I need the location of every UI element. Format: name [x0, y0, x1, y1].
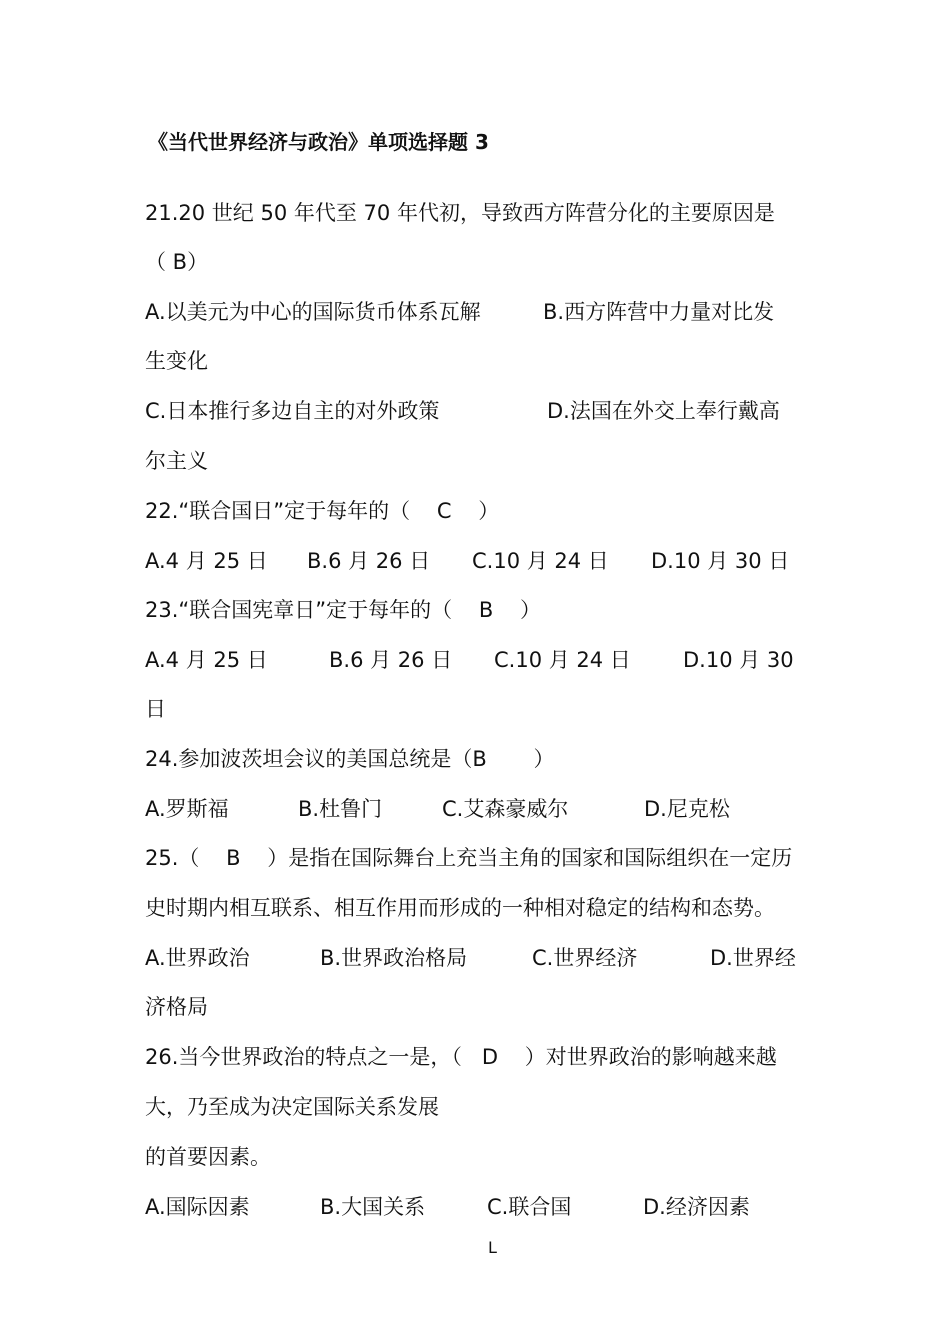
q22-option-b: B.6 月 26 日	[307, 549, 431, 573]
q21-option-b: B.西方阵营中力量对比发	[543, 300, 775, 324]
q26-stem-cont2: 的首要因素。	[145, 1145, 271, 1169]
q25-option-c: C.世界经济	[532, 946, 638, 970]
q23-option-b: B.6 月 26 日	[329, 648, 453, 672]
q21-option-d: D.法国在外交上奉行戴高	[547, 399, 780, 423]
q23-option-d-cont: 日	[145, 697, 166, 721]
q25-stem: 25.（ B ）是指在国际舞台上充当主角的国家和国际组织在一定历	[145, 846, 793, 870]
q26-option-d: D.经济因素	[643, 1195, 750, 1219]
q22-stem: 22.“联合国日”定于每年的（ C ）	[145, 499, 500, 523]
q21-option-b-cont: 生变化	[145, 349, 208, 373]
q25-option-b: B.世界政治格局	[320, 946, 468, 970]
q24-option-a: A.罗斯福	[145, 797, 229, 821]
q24-option-c: C.艾森豪威尔	[442, 797, 569, 821]
q21-answer: （ B）	[145, 250, 209, 274]
page-mark: L	[488, 1238, 497, 1257]
q26-option-a: A.国际因素	[145, 1195, 250, 1219]
document-title: 《当代世界经济与政治》单项选择题 3	[148, 130, 489, 154]
q25-option-a: A.世界政治	[145, 946, 250, 970]
q23-option-a: A.4 月 25 日	[145, 648, 268, 672]
q25-option-d: D.世界经	[710, 946, 796, 970]
q24-option-b: B.杜鲁门	[298, 797, 383, 821]
q23-option-d: D.10 月 30	[683, 648, 794, 672]
q22-option-a: A.4 月 25 日	[145, 549, 268, 573]
q21-option-a: A.以美元为中心的国际货币体系瓦解	[145, 300, 481, 324]
q26-stem-cont: 大，乃至成为决定国际关系发展	[145, 1095, 439, 1119]
q25-stem-cont: 史时期内相互联系、相互作用而形成的一种相对稳定的结构和态势。	[145, 896, 775, 920]
q21-stem: 21.20 世纪 50 年代至 70 年代初，导致西方阵营分化的主要原因是	[145, 201, 775, 225]
q26-option-c: C.联合国	[487, 1195, 572, 1219]
q26-stem: 26.当今世界政治的特点之一是，（ D ）对世界政治的影响越来越	[145, 1045, 777, 1069]
q22-option-c: C.10 月 24 日	[472, 549, 609, 573]
q24-option-d: D.尼克松	[644, 797, 730, 821]
q23-option-c: C.10 月 24 日	[494, 648, 631, 672]
q23-stem: 23.“联合国宪章日”定于每年的（ B ）	[145, 598, 541, 622]
q25-option-d-cont: 济格局	[145, 995, 208, 1019]
q22-option-d: D.10 月 30 日	[651, 549, 790, 573]
q21-option-d-cont: 尔主义	[145, 449, 208, 473]
q21-option-c: C.日本推行多边自主的对外政策	[145, 399, 440, 423]
q24-stem: 24.参加波茨坦会议的美国总统是（B ）	[145, 747, 555, 771]
q26-option-b: B.大国关系	[320, 1195, 426, 1219]
